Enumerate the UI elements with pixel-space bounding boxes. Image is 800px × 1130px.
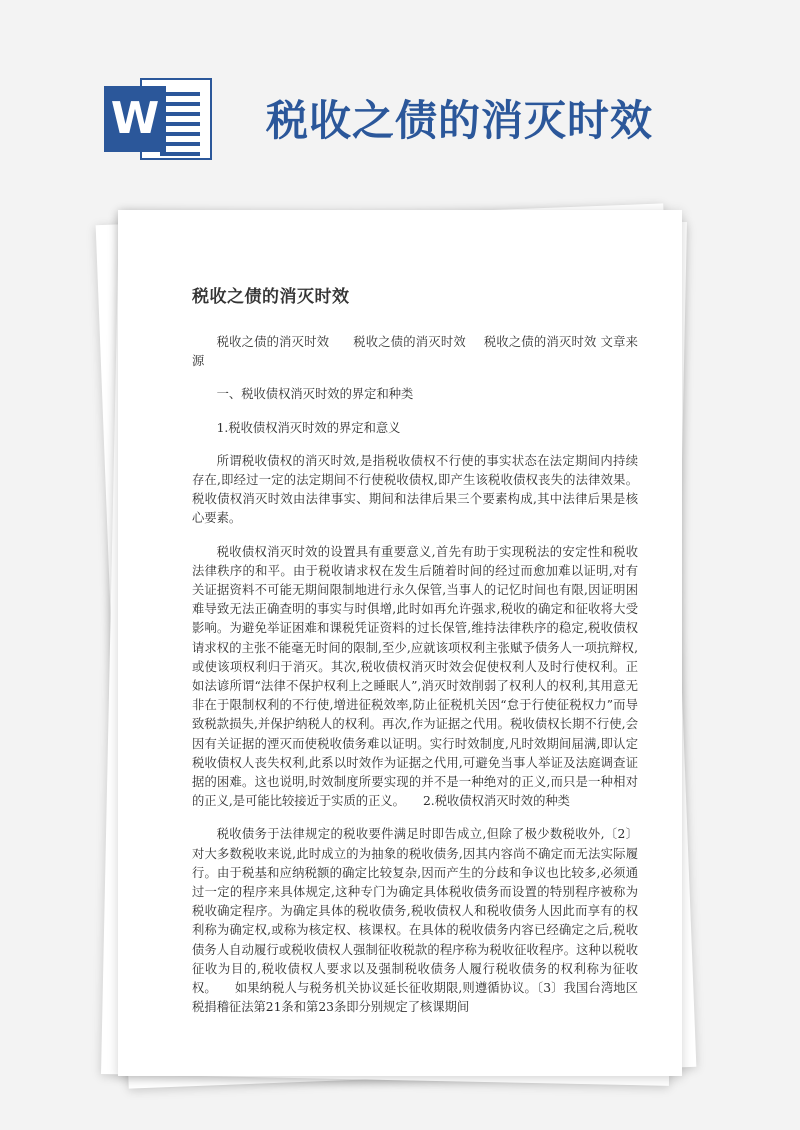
document-body xyxy=(192,282,638,1018)
document-lines-icon xyxy=(160,92,200,162)
word-w-badge: W xyxy=(104,86,166,152)
banner-title: 税收之债的消灭时效 xyxy=(266,96,654,145)
intro-paragraph xyxy=(192,333,638,371)
intro-text-2: 税收之债的消灭时效 xyxy=(353,335,466,349)
intro-text-1: 税收之债的消灭时效 xyxy=(216,335,330,349)
document-title: 税收之债的消灭时效 xyxy=(192,287,350,307)
body-paragraph-3-text: 税收债务于法律规定的税收要件满足时即告成立,但除了极少数税收外,〔2〕对大多数税收来说,此时成立的为抽象的税收债务,因其内容尚不确定而无法实际履行。由于税基和应纳税额的确定比较复杂,因而产生的分歧和争议也比较多,必须通过一定的程序来具体规定,这种专门为确定具体税收债务而设置的特别程序被称为税收确定程序。为确定具体的税收债务,税收债权人和税收债务人因此而享有的权利称为确定权,或称为核定权、核课权。在具体的税收债务内容已经确定之后,税收债务人自动履行或税收债权人强制征收税款的程序称为税收征收程序。这种以税收征收为目的,税收债权人要求以及强制税收债务人履行税收债务的权利称为征收权。 xyxy=(192,827,638,996)
body-paragraph-3 xyxy=(192,825,638,1017)
document-page xyxy=(118,210,682,1076)
subsection-heading-inline: 2.税收债权消灭时效的种类 xyxy=(422,794,570,809)
body-paragraph-2 xyxy=(192,543,638,812)
body-paragraph-1: 所谓税收债权的消灭时效,是指税收债权不行使的事实状态在法定期间内持续存在,即经过一定的法定期间不行使税收债权,即产生该税收债权丧失的法律效果。税收债权消灭时效由法律事实、期间和法律后果三个要素构成,其中法律后果是核心要素。 xyxy=(192,453,638,526)
intro-text-3: 税收之债的消灭时效 文章来源 xyxy=(192,335,638,369)
subsection-heading: 1.税收债权消灭时效的界定和意义 xyxy=(216,420,401,435)
body-paragraph-3-continued: 如果纳税人与税务机关协议延长征收期限,则遵循协议。〔3〕我国台湾地区税捐稽征法第21条和第23条即分别规定了核课期间 xyxy=(192,981,638,1015)
section-heading: 一、税收债权消灭时效的界定和种类 xyxy=(216,387,414,402)
word-document-icon xyxy=(104,78,212,160)
body-paragraph-2-text: 税收债权消灭时效的设置具有重要意义,首先有助于实现税法的安定性和税收法律秩序的和平。由于税收请求权在发生后随着时间的经过而愈加难以证明,对有关证据资料不可能无期间限制地进行永久保管,当事人的记忆时间也有限,因证明困难导致无法正确查明的事实与时俱增,此时如再允许强求,税收的确定和征收将大受影响。为避免举证困难和课税凭证资料的过长保管,维持法律秩序的稳定,税收债权请求权的主张不能毫无时间的限制,至少,应就该项权利主张赋予债务人一项抗辩权,或使该项权利归于消灭。其次,税收债权消灭时效会促使权利人及时行使权利。正如法谚所谓“法律不保护权利上之睡眠人”,消灭时效削弱了权利人的权利,其用意无非在于限制权利的不行使,增进征税效率,防止征税机关因“怠于行使征税权力”而导致税款损失,并保护纳税人的权利。再次,作为证据之代用。税收债权长期不行使,会因有关证据的湮灭而使税收债务难以证明。实行时效制度,凡时效期间届满,即认定税收债权人丧失权利,此系以时效作为证据之代用,可避免当事人举证及法庭调查证据的困难。这也说明,时效制度所要实现的并不是一种绝对的正义,而只是一种相对的正义,是可能比较接近于实质的正义。 xyxy=(192,544,638,809)
